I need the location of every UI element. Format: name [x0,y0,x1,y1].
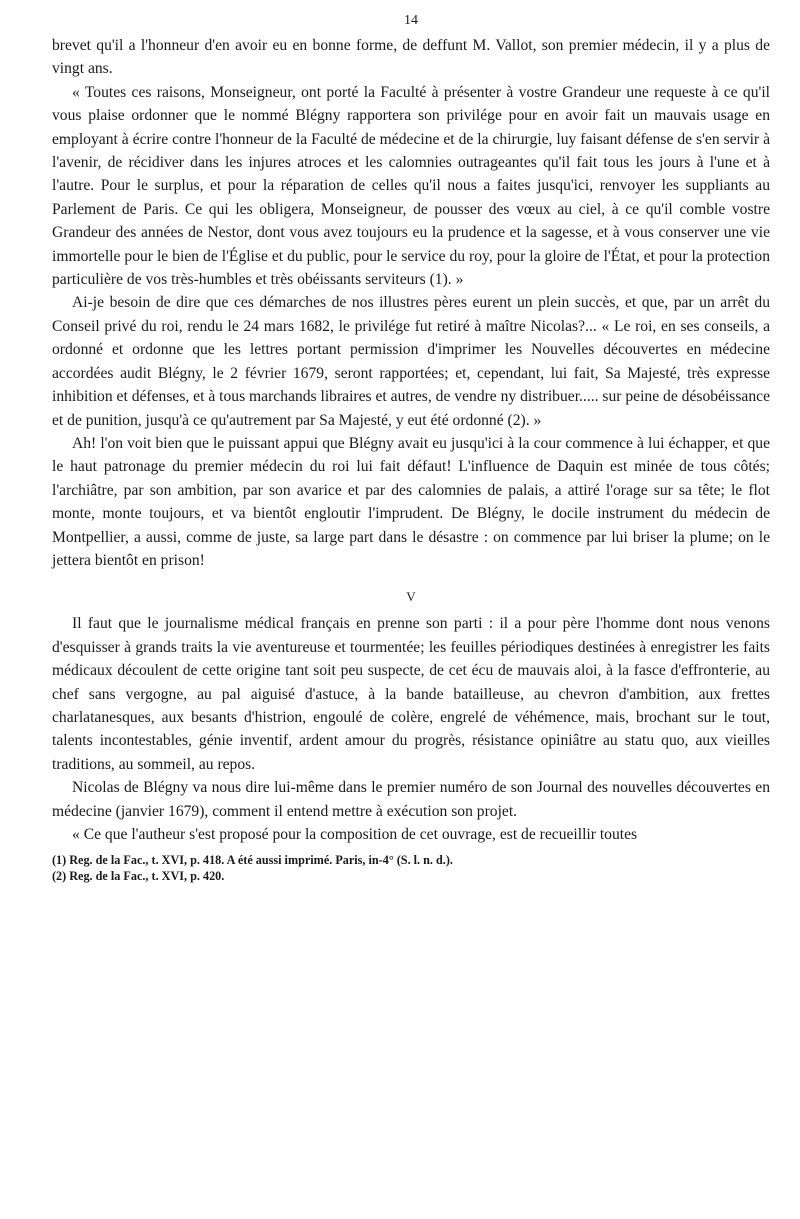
section-heading: V [406,589,416,605]
document-page [52,10,770,884]
footnotes [52,852,770,884]
paragraph-continuation: brevet qu'il a l'honneur d'en avoir eu en bonne forme, de deffunt M. Vallot, son premier médecin, il y a plus de vingt ans. [52,37,770,78]
footnote-1: (1) Reg. de la Fac., t. XVI, p. 418. A été aussi imprimé. Paris, in-4° (S. l. n. d.). [52,853,453,868]
footnote-2: (2) Reg. de la Fac., t. XVI, p. 420. [52,869,225,884]
paragraph-request-quote: « Toutes ces raisons, Monseigneur, ont porté la Faculté à présenter à vostre Grandeur une requeste à ce qu'il vous plaise ordonner que le nommé Blégny rapportera son privilége pour en avoir fait un mauvais usage en employant à écrire contre l'honneur de la Faculté de médecine et de la chirurgie, luy faisant défense de s'en servir à l'avenir, de récidiver dans les injures atroces et les calomnies outrageantes qu'il fait tous les jours à l'une et à l'autre. Pour le surplus, et pour la réparation de celles qu'il nous a faites jusqu'ici, renvoyer les suppliants au Parlement de Paris. Ce qui les obligera, Monseigneur, de pousser des vœux au ciel, à ce qu'il comble vostre Grandeur des années de Nestor, dont vous avez toujours eu la prudence et la sagesse, et à vous conserver une vie immortelle pour le bien de l'Église et du public, pour le service du roy, pour la gloire de l'État, et pour la protection particulière de vos très-humbles et très obéissants serviteurs (1). » [52,83,770,289]
paragraph-quote-start: « Ce que l'autheur s'est proposé pour la composition de cet ouvrage, est de recueillir toutes [72,826,638,843]
paragraph-arret: Ai-je besoin de dire que ces démarches de nos illustres pères eurent un plein succès, et que, par un arrêt du Conseil privé du roi, rendu le 24 mars 1682, le privilége fut retiré à maître Nicolas?... « Le roi, en ses conseils, a ordonné et ordonne que les lettres portant permission d'imprimer les Nouvelles découvertes en médecine accordées audit Blégny, le 2 février 1679, seront rapportées; et, cependant, lui fait, Sa Majesté, très expresse inhibition et défenses, et à tous marchands libraires et autres, de vendre ny distribuer..... sur peine de désobéissance et de punition, jusqu'à ce qu'autrement par Sa Majesté, y eut été ordonné (2). » [52,294,770,429]
page-number: 14 [404,13,418,28]
paragraph-influence: Ah! l'on voit bien que le puissant appui que Blégny avait eu jusqu'ici à la cour commence à lui échapper, et que le haut patronage du premier médecin du roi lui fait défaut! L'influence de Daquin est minée de tous côtés; l'archiâtre, par son ambition, par son avarice et par des calomnies de palais, a attiré l'orage sur sa tête; le flot monte, monte toujours, et va bientôt engloutir l'imprudent. De Blégny, le docile instrument du médecin de Montpellier, a aussi, comme de juste, sa large part dans le désastre : on commence par lui briser la plume; on le jettera bientôt en prison! [52,434,770,569]
paragraph-journalisme: Il faut que le journalisme médical français en prenne son parti : il a pour père l'homme dont nous venons d'esquisser à grands traits la vie aventureuse et tourmentée; les feuilles périodiques destinées à enregistrer les faits médicaux découlent de cette origine tant soit peu suspecte, de cet écu de mauvais aloi, à la fasce d'effronterie, au chef sans vergogne, au pal aiguisé d'astuce, à la bande batailleuse, au chevron d'ambition, aux frettes charlatanesques, aux besants d'histrion, engoulé de colère, engrelé de véhémence, mais, brochant sur le tout, talents incontestables, génie inventif, ardent amour du progrès, résistance opiniâtre au statu quo, aux vieilles traditions, au sommeil, au repos. [52,615,770,773]
paragraph-blegny-journal: Nicolas de Blégny va nous dire lui-même dans le premier numéro de son Journal des nouvelles découvertes en médecine (janvier 1679), comment il entend mettre à exécution son projet. [52,779,770,820]
